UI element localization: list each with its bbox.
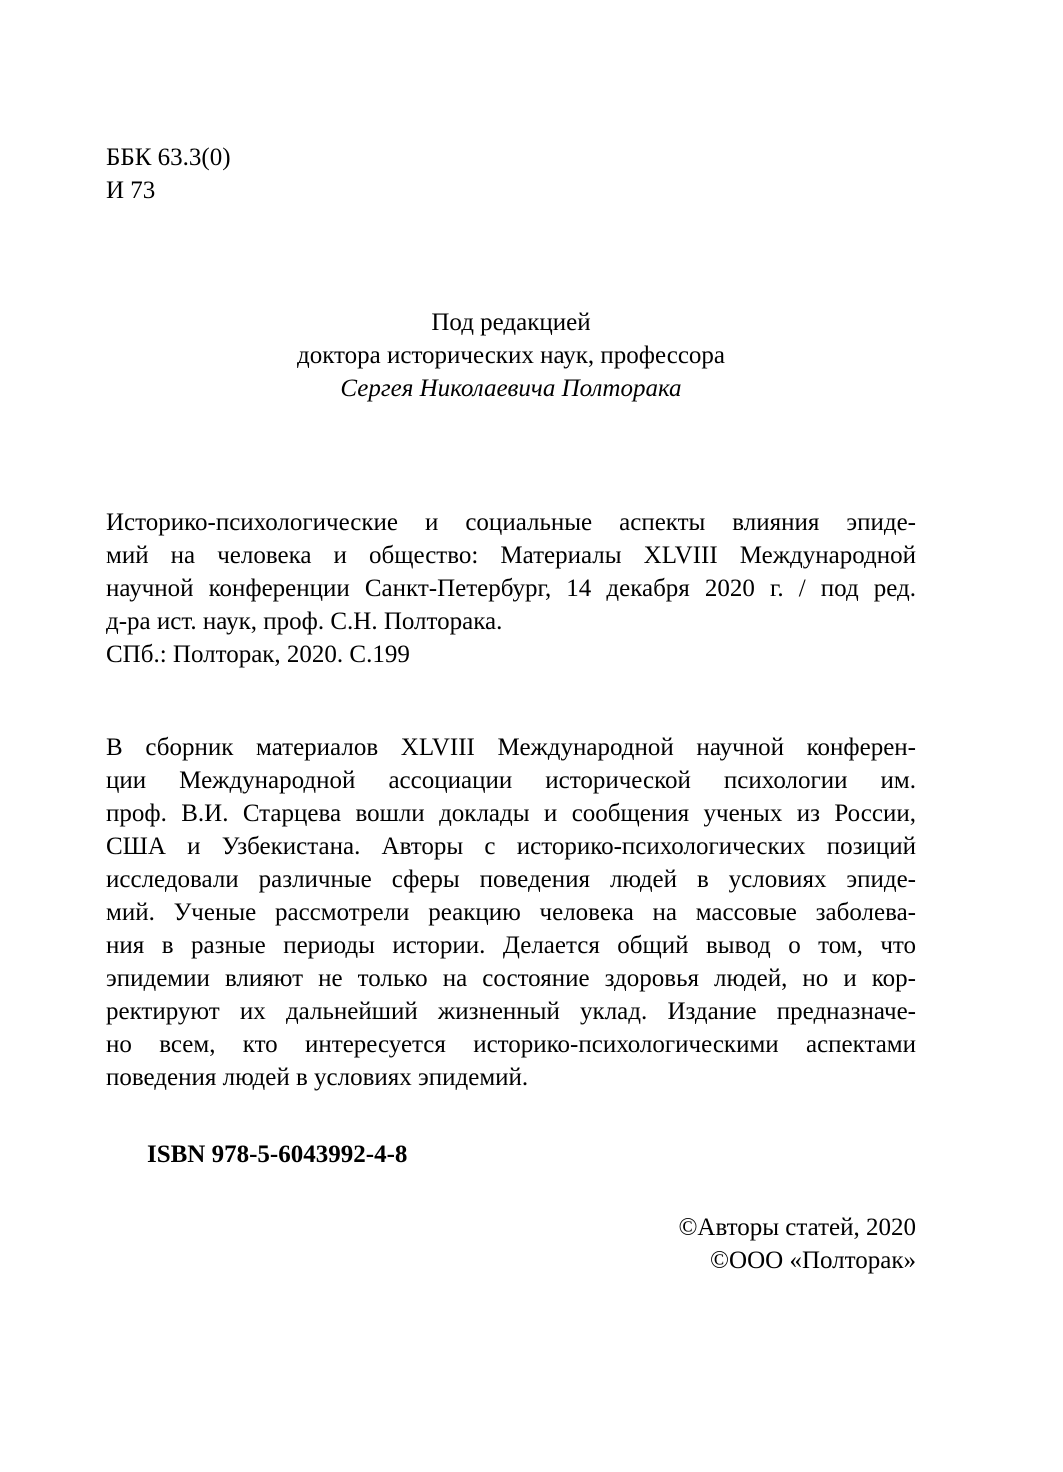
isbn: ISBN 978-5-6043992-4-8 (147, 1141, 408, 1168)
annotation-block (106, 733, 916, 1103)
copyright-publisher: ©ООО «Полторак» (710, 1247, 916, 1274)
citation-line: Историко-психологические и социальные аспекты влияния эпиде- (106, 509, 916, 536)
citation-block (106, 508, 916, 678)
author-mark: И 73 (106, 177, 156, 204)
annotation-line: эпидемии влияют не только на состояние здоровья людей, но и кор- (106, 965, 916, 992)
editor-block (106, 308, 916, 408)
citation-line: научной конференции Санкт-Петербург, 14 декабря 2020 г. / под ред. (106, 575, 916, 602)
annotation-line: но всем, кто интересуется историко-психологическими аспектами (106, 1031, 916, 1058)
annotation-line: В сборник материалов XLVIII Международной научной конферен- (106, 734, 916, 761)
citation-line: СПб.: Полторак, 2020. С.199 (106, 641, 410, 668)
annotation-line: поведения людей в условиях эпидемий. (106, 1064, 529, 1091)
annotation-line: проф. В.И. Старцева вошли доклады и сообщения ученых из России, (106, 800, 916, 827)
citation-line: д-ра ист. наук, проф. С.Н. Полторака. (106, 608, 503, 635)
copyright-authors: ©Авторы статей, 2020 (678, 1214, 916, 1241)
annotation-line: исследовали различные сферы поведения людей в условиях эпиде- (106, 866, 916, 893)
annotation-line: ции Международной ассоциации исторической психологии им. (106, 767, 916, 794)
editor-line-1: Под редакцией (431, 309, 591, 336)
citation-line: мий на человека и общество: Материалы XLVIII Международной (106, 542, 916, 569)
editor-name: Сергея Николаевича Полторака (340, 375, 682, 402)
bbk-code: ББК 63.3(0) (106, 144, 231, 171)
annotation-line: ректируют их дальнейший жизненный уклад. Издание предназначе- (106, 998, 916, 1025)
annotation-line: ния в разные периоды истории. Делается общий вывод о том, что (106, 932, 916, 959)
annotation-line: мий. Ученые рассмотрели реакцию человека на массовые заболева- (106, 899, 916, 926)
editor-line-2: доктора исторических наук, профессора (296, 342, 726, 369)
annotation-line: США и Узбекистана. Авторы с историко-психологических позиций (106, 833, 916, 860)
